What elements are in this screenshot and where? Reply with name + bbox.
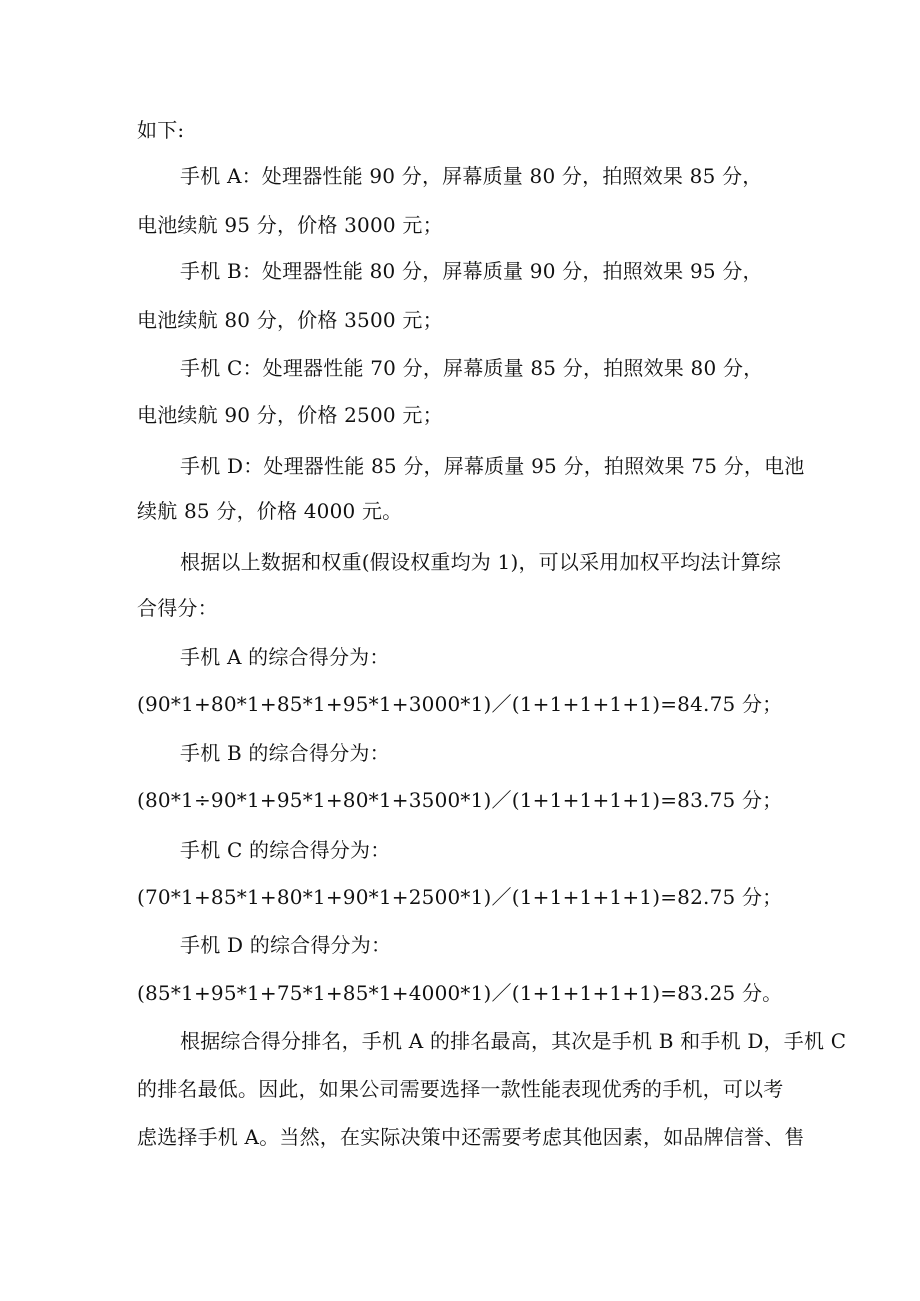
text-line: 手机 B：处理器性能 80 分，屏幕质量 90 分，拍照效果 95 分， <box>180 259 763 283</box>
text-line: 电池续航 90 分，价格 2500 元； <box>137 403 443 427</box>
formula-line: (90*1+80*1+85*1+95*1+3000*1)／(1+1+1+1+1)=84.75 分； <box>137 692 783 716</box>
text-line: 手机 A：处理器性能 90 分，屏幕质量 80 分，拍照效果 85 分， <box>180 164 763 188</box>
text-line: 手机 D：处理器性能 85 分，屏幕质量 95 分，拍照效果 75 分，电池 <box>180 454 805 478</box>
text-line: 如下: <box>137 118 185 142</box>
formula-line: (85*1+95*1+75*1+85*1+4000*1)／(1+1+1+1+1)=83.25 分。 <box>137 981 783 1005</box>
text-line: 合得分： <box>137 596 218 620</box>
text-line: 的排名最低。因此，如果公司需要选择一款性能表现优秀的手机，可以考 <box>137 1077 784 1101</box>
text-line: 电池续航 95 分，价格 3000 元； <box>137 213 443 237</box>
text-line: 根据以上数据和权重(假设权重均为 1)，可以采用加权平均法计算综 <box>180 550 782 574</box>
text-line: 根据综合得分排名，手机 A 的排名最高，其次是手机 B 和手机 D，手机 C <box>180 1029 847 1053</box>
text-line: 手机 A 的综合得分为： <box>180 645 390 669</box>
text-line: 手机 C 的综合得分为： <box>180 838 391 862</box>
text-line: 手机 B 的综合得分为： <box>180 741 390 765</box>
text-line: 电池续航 80 分，价格 3500 元； <box>137 308 443 332</box>
formula-line: (70*1+85*1+80*1+90*1+2500*1)／(1+1+1+1+1)=82.75 分； <box>137 885 783 909</box>
text-line: 手机 D 的综合得分为： <box>180 933 392 957</box>
text-line: 虑选择手机 A。当然，在实际决策中还需要考虑其他因素，如品牌信誉、售 <box>137 1125 805 1149</box>
formula-line: (80*1÷90*1+95*1+80*1+3500*1)／(1+1+1+1+1)=83.75 分； <box>137 788 783 812</box>
text-line: 手机 C：处理器性能 70 分，屏幕质量 85 分，拍照效果 80 分， <box>180 356 764 380</box>
text-line: 续航 85 分，价格 4000 元。 <box>137 499 403 523</box>
